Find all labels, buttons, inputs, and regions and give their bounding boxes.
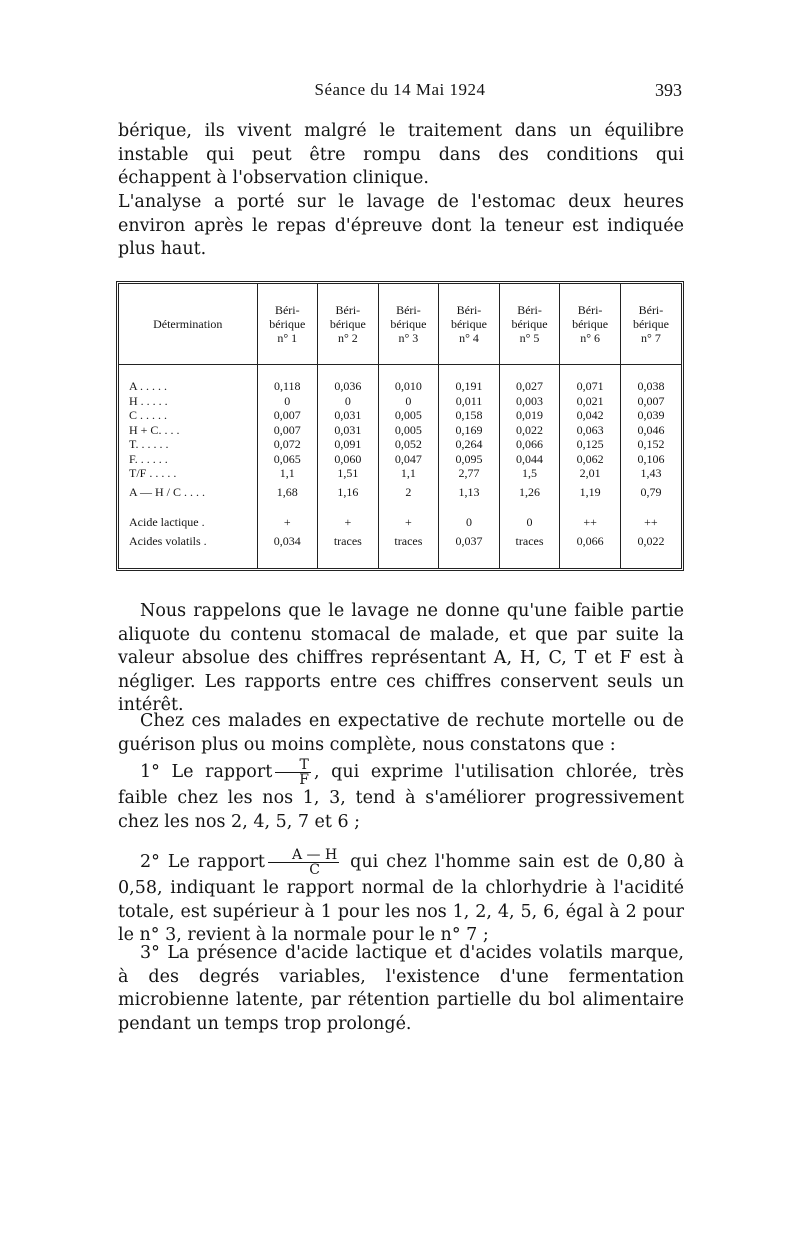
table-cell: 1,5 xyxy=(522,466,538,480)
running-title: Séance du 14 Mai 1924 xyxy=(314,80,486,99)
paragraph-ratio-ahc: 2° Le rapport $\frac{A — H}{C}$ qui chez l'homme sain est de 0,80 à 0,58, indiquant le rapport normal de la chlorhydrie à l'acidité totale, est supérieur à 1 pour les nos 1, 2, 4, 5, 6, égal à 2 pour le n° 3, revient à la normale pour le n° 7 ; xyxy=(118,847,684,945)
value-column xyxy=(318,365,379,569)
table-cell: ++ xyxy=(583,515,597,529)
table-cell: 0,031 xyxy=(334,408,362,422)
page-header xyxy=(118,80,682,104)
paragraph-ratio-tf: 1° Le rapport $\frac{T}{F}$ , qui exprime l'utilisation chlorée, très faible chez les nos 1, 3, tend à s'améliorer progressivement chez les nos 2, 4, 5, 7 et 6 ; xyxy=(118,757,684,832)
column-header: Béri- bérique n° 1 xyxy=(257,284,318,365)
table-cell: 2,01 xyxy=(579,466,601,480)
value-column xyxy=(439,365,500,569)
table-cell: 1,26 xyxy=(519,485,541,499)
table-cell: 1,1 xyxy=(279,466,295,480)
table-cell: 0 xyxy=(465,515,472,529)
value-column xyxy=(560,365,621,569)
table-cell: 0,003 xyxy=(516,393,544,408)
paragraph-aliquot: Nous rappelons que le lavage ne donne qu'une faible partie aliquote du contenu stomacal de malade, et que par suite la valeur absolue des chiffres représentant A, H, C, T et F est à négliger. Les rapports entre ces chiffres conservent seuls un intérêt. xyxy=(118,601,684,715)
table-cell: ++ xyxy=(644,515,658,529)
table-cell: 0,044 xyxy=(516,451,544,466)
column-header: Béri- bérique n° 6 xyxy=(560,284,621,365)
table-cell: 0,052 xyxy=(394,437,422,451)
table-cell: 0,019 xyxy=(516,408,544,422)
table-cell: 0,191 xyxy=(455,379,483,393)
table-cell: 0,037 xyxy=(455,534,483,548)
row-label: C . . . . . xyxy=(129,408,168,422)
table-cell: 0,125 xyxy=(576,437,604,451)
table-cell: + xyxy=(344,515,352,529)
row-label: A . . . . . xyxy=(129,379,168,393)
column-header: Béri- bérique n° 2 xyxy=(318,284,379,365)
table-cell: 0,022 xyxy=(637,534,665,548)
table-cell: traces xyxy=(515,534,544,548)
paragraph-continuation: bérique, ils vivent malgré le traitement dans un équilibre instable qui peut être rompu dans des conditions qui échappent à l'observation clinique. xyxy=(118,121,684,188)
row-label: F. . . . . . xyxy=(129,451,168,466)
row-label: Acides volatils . xyxy=(129,534,207,548)
table-cell: 1,68 xyxy=(276,485,298,499)
table-cell: 0 xyxy=(405,393,412,408)
table-cell: 0,036 xyxy=(334,379,362,393)
table-cell: 1,1 xyxy=(400,466,416,480)
table-cell: 0,152 xyxy=(637,437,665,451)
table-cell: 0,79 xyxy=(640,485,662,499)
paragraph-analysis: L'analyse a porté sur le lavage de l'estomac deux heures environ après le repas d'épreuve dont la teneur est indiquée plus haut. xyxy=(118,192,684,259)
table-cell: 0 xyxy=(284,393,291,408)
value-column xyxy=(620,365,681,569)
table-cell: traces xyxy=(394,534,423,548)
results-table xyxy=(116,281,684,571)
table-cell: + xyxy=(405,515,412,529)
table-cell: 1,19 xyxy=(579,485,601,499)
paragraph-fermentation: 3° La présence d'acide lactique et d'acides volatils marque, à des degrés variables, l'existence d'une fermentation microbienne latente, par rétention partielle du bol alimentaire pendant un temps trop prolongé. xyxy=(118,943,684,1034)
value-column xyxy=(499,365,560,569)
table-cell: 0,062 xyxy=(576,451,604,466)
row-labels xyxy=(119,365,257,569)
table-cell: 2 xyxy=(405,485,412,499)
table-cell: 0,038 xyxy=(637,379,665,393)
table-cell: 0,022 xyxy=(516,422,544,437)
table-cell: 0,007 xyxy=(273,408,301,422)
table-cell: 2,77 xyxy=(458,466,480,480)
table-cell: 0 xyxy=(344,393,351,408)
table-cell: traces xyxy=(333,534,362,548)
table-cell: 0,047 xyxy=(394,451,422,466)
table-cell: + xyxy=(283,515,291,529)
table-cell: 0,066 xyxy=(516,437,544,451)
fraction-t-over-f: $\frac{T}{F}$ xyxy=(275,758,311,787)
row-label: A — H / C . . . . xyxy=(129,485,206,499)
table-cell: 0 xyxy=(526,515,533,529)
page-number: 393 xyxy=(655,80,682,100)
table-cell: 0,005 xyxy=(394,408,422,422)
table-cell: 0,060 xyxy=(334,451,362,466)
table-header-row xyxy=(119,284,681,365)
table-body-row xyxy=(119,365,681,569)
table-cell: 0,011 xyxy=(455,393,483,408)
table-cell: 0,106 xyxy=(637,451,665,466)
table-cell: 1,43 xyxy=(640,466,662,480)
table-cell: 0,091 xyxy=(334,437,362,451)
table-cell: 1,16 xyxy=(337,485,359,499)
table-cell: 0,034 xyxy=(273,534,301,548)
column-header: Béri- bérique n° 4 xyxy=(439,284,500,365)
row-label: T/F . . . . . xyxy=(129,466,177,480)
table-cell: 0,010 xyxy=(394,379,422,393)
table-cell: 0,072 xyxy=(273,437,301,451)
column-header: Béri- bérique n° 5 xyxy=(499,284,560,365)
table-cell: 0,118 xyxy=(274,379,301,393)
value-column xyxy=(257,365,318,569)
row-label: T. . . . . . xyxy=(129,437,169,451)
fraction-a-minus-h-over-c: $\frac{A — H}{C}$ xyxy=(268,848,339,877)
table-cell: 0,046 xyxy=(637,422,665,437)
determination-header: Détermination xyxy=(119,284,257,365)
table-cell: 1,51 xyxy=(337,466,359,480)
table-cell: 0,042 xyxy=(576,408,604,422)
table-cell: 0,039 xyxy=(637,408,665,422)
table-cell: 0,158 xyxy=(455,408,483,422)
table-cell: 0,007 xyxy=(273,422,301,437)
paragraph-constat: Chez ces malades en expectative de rechute mortelle ou de guérison plus ou moins complète, nous constatons que : xyxy=(118,711,684,755)
column-header: Béri- bérique n° 3 xyxy=(378,284,439,365)
table-cell: 0,065 xyxy=(273,451,301,466)
table-cell: 0,005 xyxy=(394,422,422,437)
table-cell: 0,071 xyxy=(576,379,604,393)
row-label: H . . . . . xyxy=(129,393,168,408)
table-cell: 0,007 xyxy=(637,393,665,408)
table-cell: 0,066 xyxy=(576,534,604,548)
table-cell: 0,095 xyxy=(455,451,483,466)
table-cell: 0,027 xyxy=(516,379,544,393)
table-cell: 0,021 xyxy=(576,393,604,408)
column-header: Béri- bérique n° 7 xyxy=(620,284,681,365)
table-cell: 0,031 xyxy=(334,422,362,437)
row-label: Acide lactique . xyxy=(129,515,205,529)
table-cell: 0,063 xyxy=(576,422,604,437)
row-label: H + C. . . . xyxy=(129,422,180,437)
table-cell: 1,13 xyxy=(458,485,480,499)
table-cell: 0,264 xyxy=(455,437,483,451)
table-cell: 0,169 xyxy=(455,422,483,437)
value-column xyxy=(378,365,439,569)
